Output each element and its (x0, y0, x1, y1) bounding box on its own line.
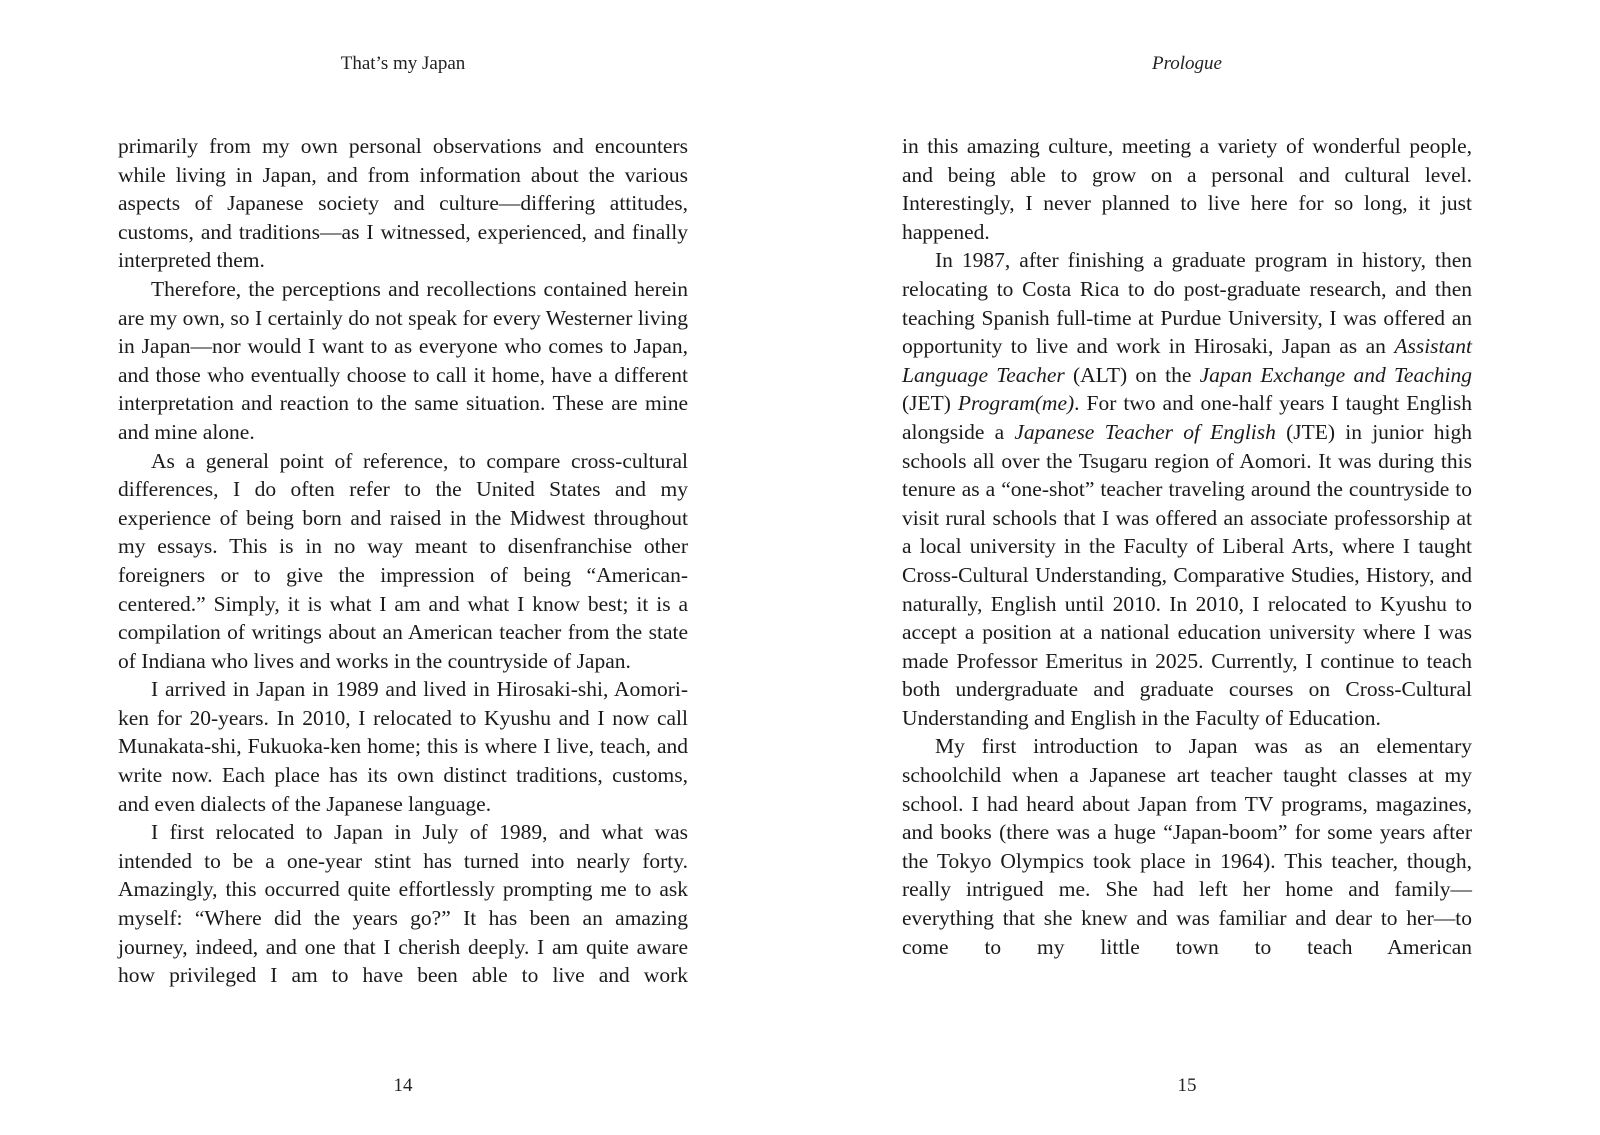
right-page (800, 0, 1600, 1135)
paragraph-2: Therefore, the perceptions and recollections contained herein are my own, so I certainly do not speak for every Westerner living in Japan—nor would I want to as everyone who comes to Japan, and those who eventually choose to call it home, have a different interpretation and reaction to the same situation. These are mine and mine alone. (118, 276, 688, 444)
italic-term: Assistant Language Teacher (902, 334, 1472, 387)
italic-term: Japan Exchange and Teaching (1199, 362, 1472, 387)
page-number: 14 (393, 1075, 413, 1096)
paragraph-1: in this amazing culture, meeting a variety of wonderful people, and being able to grow on a personal and cultural level. Interestingly, I never planned to live here for so long, it just happened. (902, 134, 1472, 244)
italic-term: Japanese Teacher of English (1014, 419, 1276, 444)
paragraph-4: I arrived in Japan in 1989 and lived in Hirosaki-shi, Aomori-ken for 20-years. In 2010, I relocated to Kyushu and I now call Munakata-shi, Fukuoka-ken home; this is where I live, teach, and write now. Each place has its own distinct traditions, customs, and even dialects of the Japanese language. (118, 677, 688, 816)
paragraph-5: I first relocated to Japan in July of 1989, and what was intended to be a one-year stint has turned into nearly forty. Amazingly, this occurred quite effortlessly prompting me to ask myself: “Where did the years go?” It has been an amazing journey, indeed, and one that I cherish deeply. I am quite aware how privileged I am to have been able to live and work (118, 820, 688, 988)
paragraph-2 (902, 246, 1472, 732)
text-run: . For two and one-half years I taught English alongside a (902, 391, 1472, 444)
left-page-body (118, 132, 688, 990)
running-head-chapter-title: Prologue (1151, 53, 1222, 74)
text-run: (JET) (902, 391, 958, 416)
paragraph-1: primarily from my own personal observations and encounters while living in Japan, and from information about the various aspects of Japanese society and culture—differing attitudes, customs, and traditions—as I witnessed, experienced, and finally interpreted them. (118, 134, 688, 273)
page-number: 15 (1177, 1075, 1197, 1096)
text-run: In 1987, after finishing a graduate program in history, then relocating to Costa Rica to do post-graduate research, and then teaching Spanish full-time at Purdue University, I was offered an opportunity to live and work in Hirosaki, Japan as an (902, 248, 1472, 359)
paragraph-3: As a general point of reference, to compare cross-cultural differences, I do often refer to the United States and my experience of being born and raised in the Midwest throughout my essays. This is in no way meant to disenfranchise other foreigners or to give the impression of being “American-centered.” Simply, it is what I am and what I know best; it is a compilation of writings about an American teacher from the state of Indiana who lives and works in the countryside of Japan. (118, 448, 688, 673)
paragraph-3: My first introduction to Japan was as an elementary schoolchild when a Japanese art teacher taught classes at my school. I had heard about Japan from TV programs, magazines, and books (there was a huge “Japan-boom” for some years after the Tokyo Olympics took place in 1964). This teacher, though, really intrigued me. She had left her home and family—everything that she knew and was familiar and dear to her—to come to my little town to teach American (902, 734, 1472, 959)
italic-term: Program(me) (957, 391, 1075, 416)
running-head-book-title: That’s my Japan (340, 53, 466, 74)
text-run: (JTE) in junior high schools all over the Tsugaru region of Aomori. It was during this tenure as a “one-shot” teacher traveling around the countryside to visit rural schools that I was offered an associate professorship at a local university in the Faculty of Liberal Arts, where I taught Cross-Cultural Understanding, Comparative Studies, History, and naturally, English until 2010. In 2010, I relocated to Kyushu to accept a position at a national education university where I was made Professor Emeritus in 2025. Currently, I continue to teach both undergraduate and graduate courses on Cross-Cultural Understanding and English in the Faculty of Education. (902, 419, 1472, 730)
text-run: (ALT) on the (1064, 362, 1200, 387)
right-page-body (902, 132, 1472, 961)
